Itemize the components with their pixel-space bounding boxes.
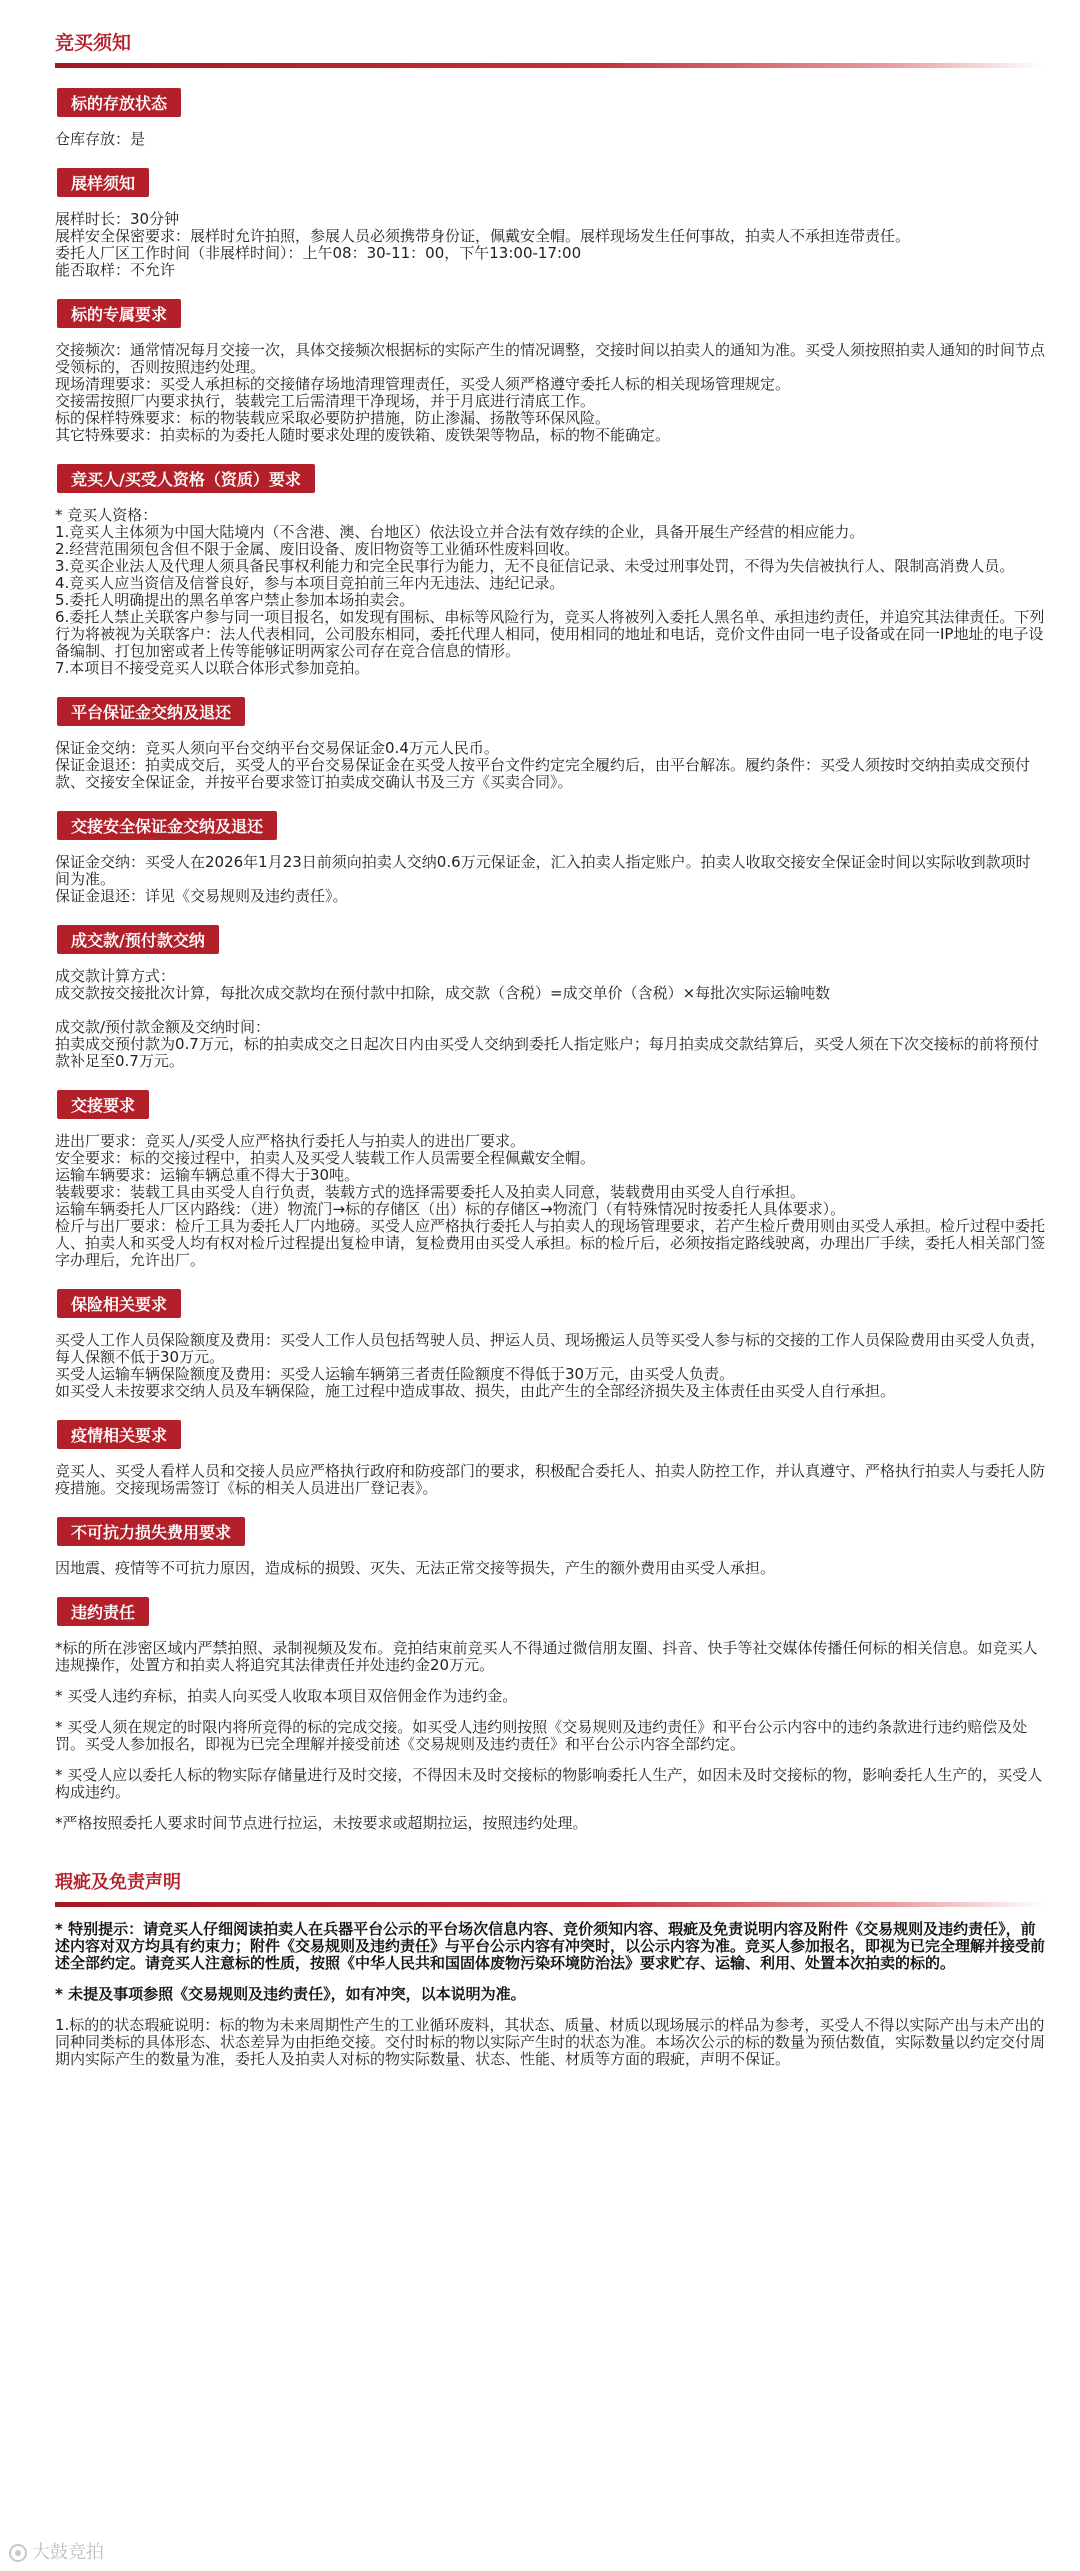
section (55, 299, 1045, 444)
section-paragraph: 拍卖成交预付款为0.7万元，标的拍卖成交之日起次日内由买受人交纳到委托人指定账户；每月拍卖成交款结算后，买受人须在下次交接标的前将预付款补足至0.7万元。 (55, 1035, 1039, 1070)
section-paragraph: 其它特殊要求：拍卖标的为委托人随时要求处理的废铁箱、废铁架等物品，标的物不能确定。 (55, 426, 671, 444)
section-body (55, 854, 1045, 905)
section-paragraph: 1.竞买人主体须为中国大陆境内（不含港、澳、台地区）依法设立并合法有效存续的企业，具备开展生产经营的相应能力。 (55, 523, 865, 541)
section-heading: 标的专属要求 (57, 299, 181, 328)
section-body (55, 1332, 1045, 1400)
section-paragraph: 成交款/预付款金额及交纳时间： (55, 1018, 271, 1036)
section-paragraph: 标的保样特殊要求：标的物装载应采取必要防护措施，防止渗漏、扬散等环保风险。 (55, 409, 611, 427)
section-paragraph: 进出厂要求：竞买人/买受人应严格执行委托人与拍卖人的进出厂要求。 (55, 1132, 526, 1150)
section-paragraph: 能否取样：不允许 (55, 261, 176, 279)
section-body (55, 342, 1045, 444)
disclaimer-special-note: * 特别提示：请竞买人仔细阅读拍卖人在兵器平台公示的平台场次信息内容、竞价须知内容、瑕疵及免责说明内容及附件《交易规则及违约责任》，前述内容对双方均具有约束力；附件《交易规则及违约责任》与平台公示内容有冲突时，以公示内容为准。竞买人参加报名，即视为已完全理解并接受前述全部约定。请竞买人注意标的性质，按照《中华人民共和国固体废物污染环境防治法》要求贮存、运输、利用、处置本次拍卖的标的。 (55, 1920, 1046, 1972)
section-paragraph (55, 1002, 1045, 1019)
title-divider (55, 63, 1045, 68)
section-paragraph: 装载要求：装载工具由买受人自行负责，装载方式的选择需要委托人及拍卖人同意，装载费用由买受人自行承担。 (55, 1183, 806, 1201)
section-paragraph: 买受人工作人员保险额度及费用：买受人工作人员包括驾驶人员、押运人员、现场搬运人员等买受人参与标的交接的工作人员保险费用由买受人负责，每人保额不低于30万元。 (55, 1331, 1046, 1366)
section-paragraph: * 买受人须在规定的时限内将所竞得的标的完成交接。如买受人违约则按照《交易规则及违约责任》和平台公示内容中的违约条款进行违约赔偿及处罚。买受人参加报名，即视为已完全理解并接受前述《交易规则及违约责任》和平台公示内容全部约定。 (55, 1718, 1028, 1753)
section-body (55, 1640, 1045, 1832)
section-paragraph: 成交款计算方式： (55, 967, 176, 985)
section-paragraph: 保证金退还：拍卖成交后，买受人的平台交易保证金在买受人按平台文件约定完全履约后，由平台解冻。履约条件：买受人须按时交纳拍卖成交预付款、交接安全保证金，并按平台要求签订拍卖成交确认书及三方《买卖合同》。 (55, 756, 1031, 791)
section-paragraph: 检斤与出厂要求：检斤工具为委托人厂内地磅。买受人应严格执行委托人与拍卖人的现场管理要求，若产生检斤费用则由买受人承担。检斤过程中委托人、拍卖人和买受人均有权对检斤过程提出复检申请，复检费用由买受人承担。标的检斤后，必须按指定路线驶离，办理出厂手续，委托人相关部门签字办理后，允许出厂。 (55, 1217, 1046, 1269)
section-body (55, 1463, 1045, 1497)
section-body (55, 131, 1045, 148)
section (55, 1517, 1045, 1577)
watermark-logo-icon (8, 2543, 28, 2563)
section-paragraph: * 竞买人资格： (55, 506, 158, 524)
section-heading: 交接要求 (57, 1090, 149, 1119)
section (55, 811, 1045, 905)
section-body (55, 507, 1045, 677)
section-paragraph: 7.本项目不接受竞买人以联合体形式参加竞拍。 (55, 659, 370, 677)
section-paragraph: 委托人厂区工作时间（非展样时间）：上午08：30-11：00，下午13:00-17:00 (55, 244, 582, 262)
section-body (55, 211, 1045, 279)
section-paragraph: *严格按照委托人要求时间节点进行拉运，未按要求或超期拉运，按照违约处理。 (55, 1814, 588, 1832)
page-title: 竞买须知 (55, 32, 132, 54)
section-paragraph: 竞买人、买受人看样人员和交接人员应严格执行政府和防疫部门的要求，积极配合委托人、拍卖人防控工作，并认真遵守、严格执行拍卖人与委托人防疫措施。交接现场需签订《标的相关人员进出厂登记表》。 (55, 1462, 1046, 1497)
section-paragraph: 保证金交纳：买受人在2026年1月23日前须向拍卖人交纳0.6万元保证金，汇入拍卖人指定账户。拍卖人收取交接安全保证金时间以实际收到款项时间为准。 (55, 853, 1031, 888)
section-paragraph: 2.经营范围须包含但不限于金属、废旧设备、废旧物资等工业循环性废料回收。 (55, 540, 580, 558)
section (55, 925, 1045, 1070)
section-paragraph: 运输车辆要求：运输车辆总重不得大于30吨。 (55, 1166, 360, 1184)
section-paragraph: 展样时长：30分钟 (55, 210, 180, 228)
section-paragraph: *标的所在涉密区域内严禁拍照、录制视频及发布。竞拍结束前竞买人不得通过微信朋友圈、抖音、快手等社交媒体传播任何标的相关信息。如竞买人违规操作，处置方和拍卖人将追究其法律责任并处违约金20万元。 (55, 1639, 1038, 1674)
section (55, 168, 1045, 279)
section (55, 1090, 1045, 1269)
disclaimer-divider (55, 1902, 1045, 1907)
section-body (55, 968, 1045, 1070)
section-paragraph: 6.委托人禁止关联客户参与同一项目报名，如发现有围标、串标等风险行为，竞买人将被列入委托人黑名单、承担违约责任，并追究其法律责任。下列行为将被视为关联客户：法人代表相同，公司股东相同，委托代理人相同，使用相同的地址和电话，竞价文件由同一电子设备或在同一IP地址的电子设备编制、打包加密或者上传等能够证明两家公司存在竞合信息的情形。 (55, 608, 1045, 660)
section-paragraph: 仓库存放：是 (55, 130, 146, 148)
section-paragraph: 因地震、疫情等不可抗力原因，造成标的损毁、灭失、无法正常交接等损失，产生的额外费用由买受人承担。 (55, 1559, 776, 1577)
section-paragraph: 运输车辆委托人厂区内路线：（进）物流门→标的存储区（出）标的存储区→物流门（有特殊情况时按委托人具体要求）。 (55, 1200, 846, 1218)
page-content (55, 0, 1045, 2068)
watermark-text: 大鼓竞拍 (32, 2542, 104, 2563)
section (55, 1597, 1045, 1832)
disclaimer-body (55, 1921, 1045, 2068)
section-paragraph: 如买受人未按要求交纳人员及车辆保险，施工过程中造成事故、损失，由此产生的全部经济损失及主体责任由买受人自行承担。 (55, 1382, 896, 1400)
section-paragraph: 交接频次：通常情况每月交接一次，具体交接频次根据标的实际产生的情况调整，交接时间以拍卖人的通知为准。买受人须按照拍卖人通知的时间节点受领标的，否则按照违约处理。 (55, 341, 1046, 376)
section-paragraph: 保证金退还：详见《交易规则及违约责任》。 (55, 887, 348, 905)
section (55, 1420, 1045, 1497)
section-body (55, 1560, 1045, 1577)
section (55, 697, 1045, 791)
section-paragraph: 展样安全保密要求：展样时允许拍照，参展人员必须携带身份证，佩戴安全帽。展样现场发生任何事故，拍卖人不承担连带责任。 (55, 227, 911, 245)
section-paragraph: 3.竞买企业法人及代理人须具备民事权利能力和完全民事行为能力，无不良征信记录、未受过刑事处罚，不得为失信被执行人、限制高消费人员。 (55, 557, 1015, 575)
section (55, 88, 1045, 148)
section-heading: 保险相关要求 (57, 1289, 181, 1318)
section-body (55, 740, 1045, 791)
sections-container (55, 88, 1045, 1832)
section-heading: 交接安全保证金交纳及退还 (57, 811, 277, 840)
section-paragraph: 买受人运输车辆保险额度及费用：买受人运输车辆第三者责任险额度不得低于30万元，由买受人负责。 (55, 1365, 735, 1383)
section (55, 464, 1045, 677)
section-heading: 成交款/预付款交纳 (57, 925, 219, 954)
section-paragraph: 成交款按交接批次计算，每批次成交款均在预付款中扣除，成交款（含税）=成交单价（含税）×每批次实际运输吨数 (55, 984, 831, 1002)
section-heading: 标的存放状态 (57, 88, 181, 117)
section (55, 1289, 1045, 1400)
disclaimer-title: 瑕疵及免责声明 (55, 1872, 181, 1893)
section-body (55, 1133, 1045, 1269)
section-heading: 展样须知 (57, 168, 149, 197)
section-heading: 平台保证金交纳及退还 (57, 697, 245, 726)
section-heading: 不可抗力损失费用要求 (57, 1517, 245, 1546)
section-heading: 竞买人/买受人资格（资质）要求 (57, 464, 315, 493)
section-paragraph: 保证金交纳：竞买人须向平台交纳平台交易保证金0.4万元人民币。 (55, 739, 499, 757)
watermark (8, 2538, 104, 2564)
section-heading: 违约责任 (57, 1597, 149, 1626)
section-paragraph: 交接需按照厂内要求执行，装载完工后需清理干净现场，并于月底进行清底工作。 (55, 392, 596, 410)
section-paragraph: 5.委托人明确提出的黑名单客户禁止参加本场拍卖会。 (55, 591, 415, 609)
section-paragraph: 现场清理要求：买受人承担标的交接储存场地清理管理责任，买受人须严格遵守委托人标的相关现场管理规定。 (55, 375, 791, 393)
section-paragraph: 安全要求：标的交接过程中，拍卖人及买受人装载工作人员需要全程佩戴安全帽。 (55, 1149, 596, 1167)
section-heading: 疫情相关要求 (57, 1420, 181, 1449)
disclaimer-reference-note: * 未提及事项参照《交易规则及违约责任》，如有冲突，以本说明为准。 (55, 1985, 526, 2003)
disclaimer-status-note: 1.标的的状态瑕疵说明：标的物为未来周期性产生的工业循环废料，其状态、质量、材质以现场展示的样品为参考，买受人不得以实际产出与未产出的同种同类标的具体形态、状态差异为由拒绝交接。交付时标的物以实际产生时的状态为准。本场次公示的标的数量为预估数值，实际数量以约定交付周期内实际产生的数量为准，委托人及拍卖人对标的物实际数量、状态、性能、材质等方面的瑕疵，声明不保证。 (55, 2016, 1046, 2068)
section-paragraph: * 买受人应以委托人标的物实际存储量进行及时交接，不得因未及时交接标的物影响委托人生产，如因未及时交接标的物，影响委托人生产的，买受人构成违约。 (55, 1766, 1043, 1801)
section-paragraph: * 买受人违约弃标，拍卖人向买受人收取本项目双倍佣金作为违约金。 (55, 1687, 518, 1705)
section-paragraph: 4.竞买人应当资信及信誉良好，参与本项目竞拍前三年内无违法、违纪记录。 (55, 574, 565, 592)
